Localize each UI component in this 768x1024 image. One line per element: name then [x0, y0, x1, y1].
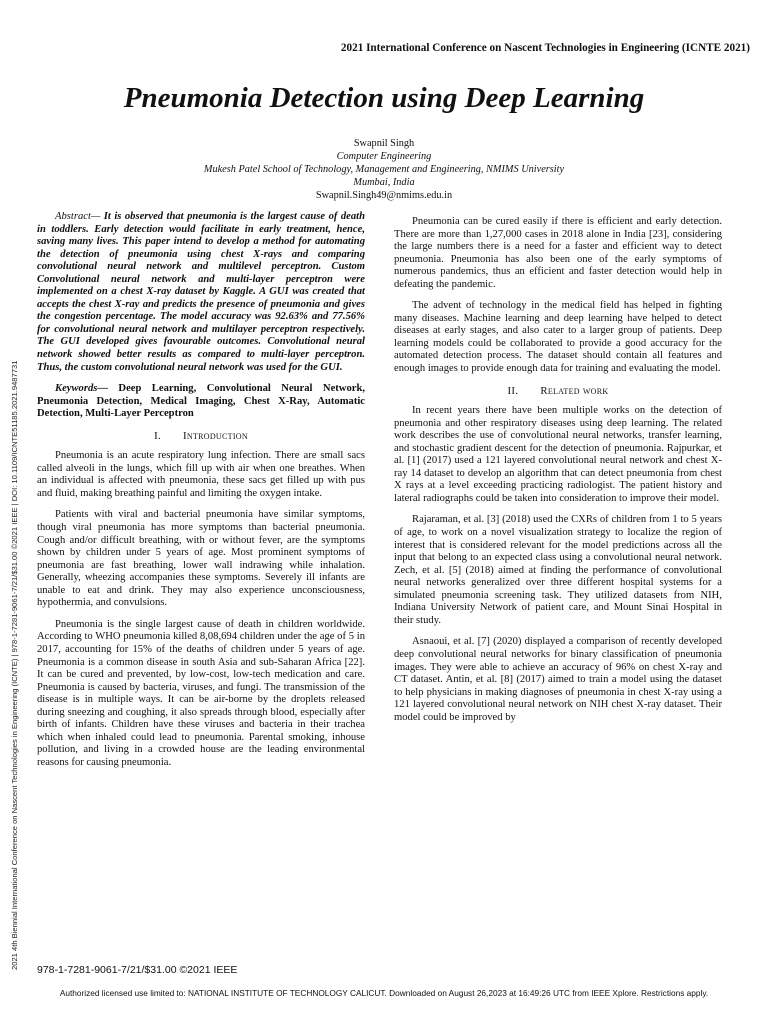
author-city: Mumbai, India — [353, 177, 415, 188]
right-column — [394, 216, 722, 733]
paragraph: Patients with viral and bacterial pneumonia have similar symptoms, though viral pneumonia has more symptoms than bacterial pneumonia. Cough and/or difficult breathing, with or without fever, are the symptoms shown by children under 5 years of age. Most prominent symptoms of pneumonia are fast breathing, lower wall indrawing while inhalation. Generally, wheezing accompanies these symptoms. Severely ill infants are unable to eat and drink. They may also experience unconsciousness, hypothermia, and convulsions. — [37, 509, 365, 609]
section-heading-introduction — [37, 430, 365, 443]
author-name: Swapnil Singh — [353, 138, 415, 149]
paragraph: Rajaraman, et al. [3] (2018) used the CXRs of children from 1 to 5 years of age, to work on a novel visualization strategy to localize the region of interest that is considered relevant for the model predictions across all the input that belong to an expected class using a convolutional neural network. Zech, et al. [5] (2018) aimed at finding the performance of convolutional neural networks generalized over three different hospital systems for a simulated pneumonia screening task. They utilized datasets from NIH, Indiana University Network of patient care, and Mount Sinai Hospital in their study. — [394, 514, 722, 626]
abstract — [37, 211, 365, 374]
keywords-text: Deep Learning, Convolutional Neural Network, Pneumonia Detection, Medical Imaging, Chest X-Ray, Automatic Detection, Multi-Layer Perceptron — [37, 383, 365, 420]
license-notice: Authorized licensed use limited to: NATIONAL INSTITUTE OF TECHNOLOGY CALICUT. Downloaded on August 26,2023 at 16:49:26 UTC from IEEE Xplore. Restrictions apply. — [59, 988, 709, 998]
conference-header: 2021 International Conference on Nascent Technologies in Engineering (ICNTE 2021) — [340, 42, 750, 54]
paragraph: Pneumonia can be cured easily if there is efficient and early detection. There are more than 1,27,000 cases in 2018 alone in India [23], considering the large numbers there is a need for a faster and efficient way to detect pneumonia. Pneumonia has also been one of the early symptoms of numerous pandemics, thus an efficient and faster detection would help in defeating the pandemic. — [394, 216, 722, 290]
paper-title: Pneumonia Detection using Deep Learning — [123, 82, 645, 114]
abstract-text: It is observed that pneumonia is the largest cause of death in toddlers. Early detection would facilitate in early treatment, hence, saving many lives. This paper intend to develop a method for automating the detection of pneumonia using chest X-rays and comparing convolutional neural network and multilevel perceptron. Custom Convolutional neural network and multi-layer perceptron were implemented on a chest X-ray dataset by Kaggle. A GUI was created that accepts the chest X-ray and predicts the presence of pneumonia and gives the congestion percentage. The model accuracy was 92.63% and 77.56% for convolutional neural network and multilayer perceptron respectively. The GUI developed gives favourable outcomes. Convolutional neural network showed better results as compared to multi-layer perceptron. Thus, the custom convolutional neural network was used for the GUI. — [37, 211, 365, 373]
side-citation-strip: 2021 4th Biennial International Conference on Nascent Technologies in Engineering (ICNTE) | 978-1-7281-9061-7/21/$31.00 ©2021 IEEE | DOI: 10.1109/ICNTE51185.2021.9487731 — [10, 360, 19, 970]
keywords-label: Keywords— — [55, 383, 108, 395]
paragraph: Asnaoui, et al. [7] (2020) displayed a comparison of recently developed deep convolutional neural networks for binary classification of pneumonia images. They were able to achieve an accuracy of 96% on chest X-ray and CT dataset. Antin, et al. [8] (2017) aimed to train a model using the dataset to help physicians in making diagnoses of pneumonia in chest X-ray using a 121 layered convolutional neural network on NIH chest X-ray dataset. Their model could be improved by — [394, 636, 722, 723]
section-title: Introduction — [182, 429, 248, 442]
left-column — [37, 211, 365, 778]
paragraph: The advent of technology in the medical field has helped in fighting many diseases. Machine learning and deep learning have helped to detect diseases at early stages, and also cater to a larger group of patients. Deep learning models could be collaborated to provide a good accuracy for the automated detection process. The dataset should contain all features and enough images to provide enough data for training and evaluating the model. — [394, 300, 722, 375]
section-number: II. — [507, 384, 519, 397]
author-institution: Mukesh Patel School of Technology, Management and Engineering, NMIMS University — [203, 164, 565, 175]
author-block — [0, 137, 768, 202]
paragraph: Pneumonia is the single largest cause of death in children worldwide. According to WHO pneumonia killed 8,08,694 children under the age of 5 in 2017, accounting for 15% of the deaths of children under 5 years of age. Pneumonia is a common disease in south Asia and sub-Saharan Africa [22]. It can be cured and prevented, by low-cost, low-tech medication and care. Pneumonia is caused by bacteria, viruses, and fungi. The transmission of the disease is in multiple ways. It can be air-borne by the droplets released during sneezing and coughing, it also spreads through blood, especially after birth of infants. Children have these viruses and bacteria in their trachea which when inhaled could lead to pneumonia. Parental smoking, inhouse pollution, and living in a crowded house are the leading environmental reasons for causing pneumonia. — [37, 618, 365, 768]
keywords — [37, 383, 365, 421]
author-department: Computer Engineering — [336, 151, 432, 162]
section-number: I. — [154, 429, 161, 442]
paragraph: Pneumonia is an acute respiratory lung infection. There are small sacs called alveoli in the lungs, which fill up with air when one breathes. When an individual is affected with pneumonia, these sacs get filled up with pus and fluid, making breathing painful and limiting the oxygen intake. — [37, 450, 365, 499]
section-heading-related-work — [394, 385, 722, 398]
author-email[interactable]: Swapnil.Singh49@nmims.edu.in — [315, 190, 453, 201]
section-title: Related work — [540, 384, 609, 397]
abstract-label: Abstract— — [55, 211, 101, 222]
paragraph: In recent years there have been multiple works on the detection of pneumonia and other respiratory diseases using deep learning. The related work describes the use of convolutional neural networks, transfer learning, and stochastic gradient descent for the detection of pneumonia. Rajpurkar, et al. [1] (2017) used a 121 layered convolutional neural network and chest X-ray 14 dataset to develop an algorithm that can detect pneumonia from chest X rays at a level exceeding practicing radiologist. The patient history and lateral radiographs could be taken into consideration to improve their model. — [394, 405, 722, 504]
isbn-footer: 978-1-7281-9061-7/21/$31.00 ©2021 IEEE — [37, 964, 238, 976]
